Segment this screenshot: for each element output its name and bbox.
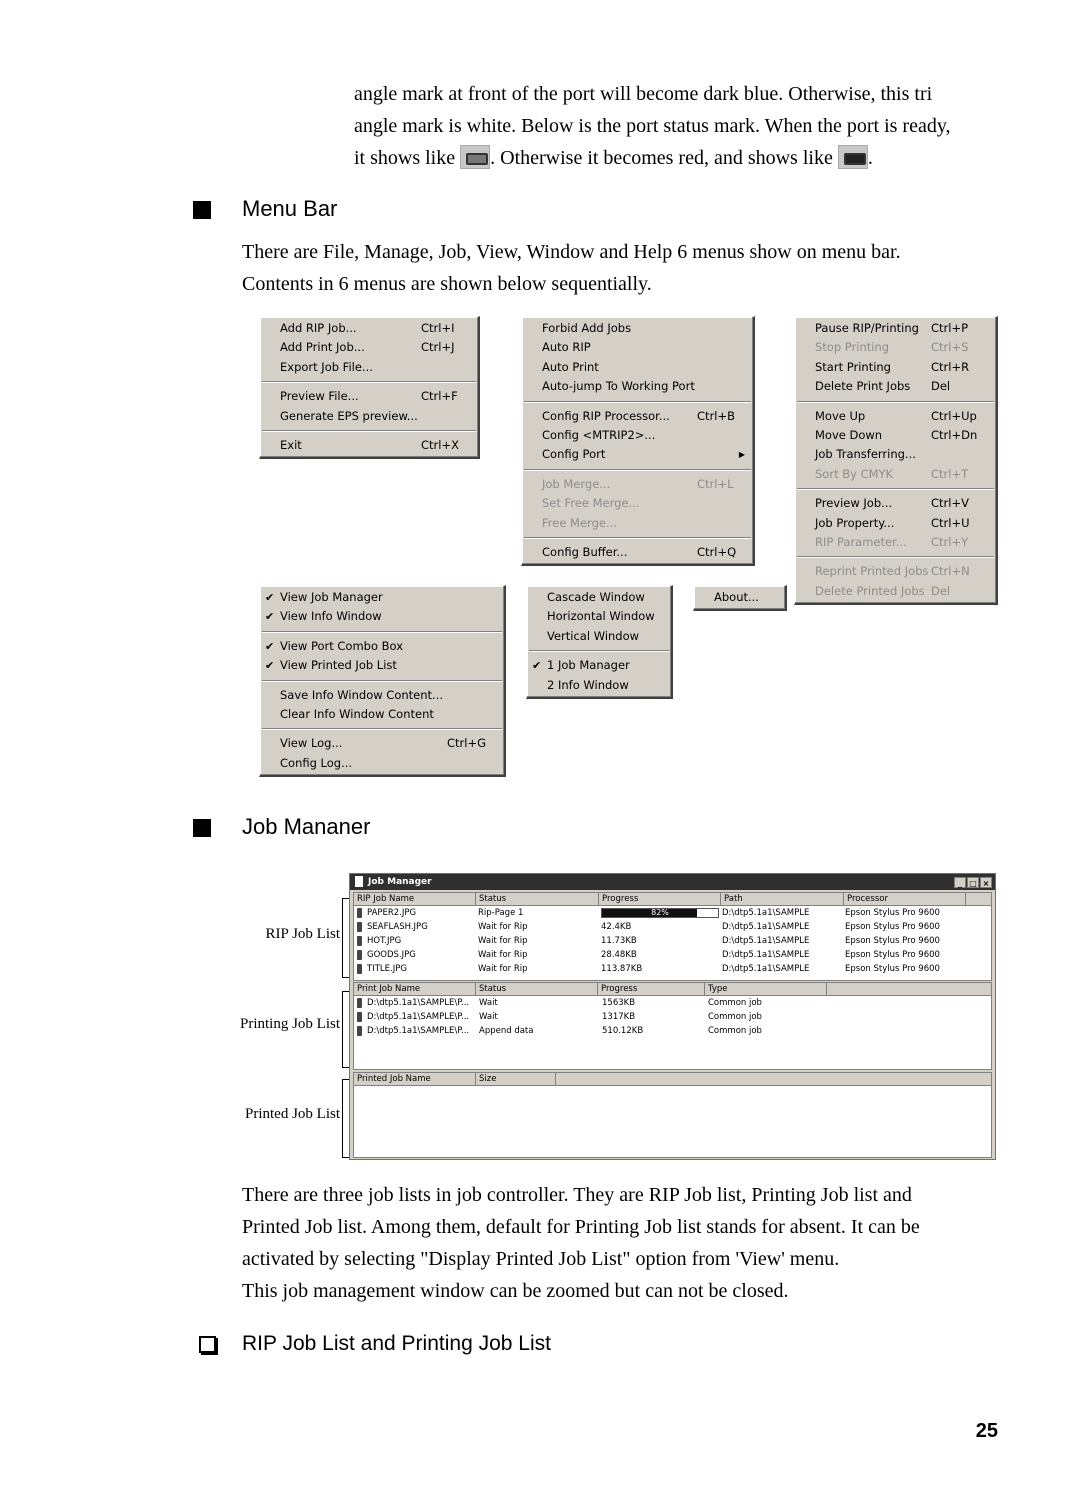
job-manager-titlebar[interactable]: Job Manager _ □ × xyxy=(350,874,995,890)
menu-item-label: Start Printing xyxy=(815,359,891,374)
menu-item-label: Add Print Job... xyxy=(280,340,365,355)
menu-item-label: Auto-jump To Working Port xyxy=(542,379,695,394)
printed-job-list-header xyxy=(354,1073,991,1086)
menu-item-shortcut: Ctrl+N xyxy=(931,564,970,579)
job-menu xyxy=(794,316,998,605)
column-header[interactable]: Printed Job Name xyxy=(354,1073,476,1085)
column-header[interactable]: Size xyxy=(476,1073,556,1085)
window-menu-item[interactable] xyxy=(527,676,671,695)
menu-separator xyxy=(262,381,476,383)
job-menu-item xyxy=(795,533,996,552)
rip-job-row[interactable] xyxy=(354,920,991,934)
intro-line-3: it shows like . Otherwise it becomes red, and shows like . xyxy=(354,147,873,169)
menu-item-shortcut: Ctrl+Y xyxy=(931,534,969,549)
menu-item-label: Sort By CMYK xyxy=(815,466,894,481)
printing-job-list-bracket xyxy=(342,991,349,1068)
printing-job-row[interactable] xyxy=(354,1024,991,1038)
menu-item-label: 1 Job Manager xyxy=(547,658,630,673)
checkmark-icon: ✔ xyxy=(532,659,542,673)
menu-item-label: About... xyxy=(714,590,759,604)
menu-item-shortcut: Ctrl+I xyxy=(421,321,455,335)
progress-percent: 82% xyxy=(651,908,669,917)
menu-item-label: View Job Manager xyxy=(280,590,383,604)
job-type: Common job xyxy=(708,998,762,1008)
job-menu-item[interactable] xyxy=(795,319,996,338)
submenu-arrow-icon: ▶ xyxy=(738,450,745,460)
view-menu-item[interactable] xyxy=(260,607,504,626)
port-error-icon xyxy=(838,145,868,169)
menu-item-label: Job Transferring... xyxy=(815,447,916,462)
menu-item-label: Export Job File... xyxy=(280,359,373,374)
window-menu-item[interactable] xyxy=(527,627,671,646)
menu-separator xyxy=(262,680,502,682)
job-status: Append data xyxy=(479,1026,534,1036)
menu-item-shortcut: Ctrl+S xyxy=(931,340,969,355)
column-header[interactable]: Status xyxy=(476,893,599,905)
window-menu xyxy=(526,585,673,699)
menu-item-label: Delete Printed Jobs xyxy=(815,583,925,598)
menu-item-label: 2 Info Window xyxy=(547,677,629,692)
job-status-icon xyxy=(357,922,362,932)
job-status-icon xyxy=(357,1026,362,1036)
rip-job-row[interactable] xyxy=(354,948,991,962)
file-menu-item[interactable] xyxy=(260,338,478,357)
manage-menu-item[interactable] xyxy=(522,445,753,464)
manage-menu-item xyxy=(522,475,753,494)
job-processor: Epson Stylus Pro 9600 xyxy=(845,922,940,932)
menu-item-shortcut: Ctrl+G xyxy=(447,736,487,751)
job-status-icon xyxy=(357,908,362,918)
progress-bar xyxy=(601,908,719,918)
manage-menu-item[interactable] xyxy=(522,407,753,426)
menu-bar-paragraph: There are File, Manage, Job, View, Window and Help 6 menus show on menu bar. Contents in 6 menus are shown below sequentially. xyxy=(242,241,901,295)
job-progress: 11.73KB xyxy=(601,936,637,946)
column-header[interactable]: Print Job Name xyxy=(354,983,476,995)
job-menu-item[interactable] xyxy=(795,494,996,513)
printed-job-list xyxy=(353,1072,992,1158)
menu-item-shortcut: Ctrl+P xyxy=(931,321,969,335)
menu-separator xyxy=(797,401,994,403)
menu-item-shortcut: Del xyxy=(931,583,951,598)
window-menu-item[interactable] xyxy=(527,607,671,626)
job-processor: Epson Stylus Pro 9600 xyxy=(845,908,940,918)
menu-item-shortcut: Ctrl+L xyxy=(697,476,734,491)
view-menu-item[interactable] xyxy=(260,705,504,724)
job-type: Common job xyxy=(708,1026,762,1036)
job-type: Common job xyxy=(708,1012,762,1022)
menu-item-label: Save Info Window Content... xyxy=(280,687,444,702)
menu-item-label: Stop Printing xyxy=(815,340,890,355)
column-header[interactable]: RIP Job Name xyxy=(354,893,476,905)
job-status: Wait xyxy=(479,1012,498,1022)
checkmark-icon: ✔ xyxy=(265,639,275,653)
menu-item-shortcut: Ctrl+R xyxy=(931,359,970,374)
view-menu-item[interactable] xyxy=(260,754,504,773)
job-path: D:\dtp5.1a1\SAMPLE xyxy=(722,908,810,918)
menu-separator xyxy=(524,401,751,403)
menu-item-shortcut: Ctrl+B xyxy=(697,408,735,423)
menu-separator xyxy=(524,537,751,539)
menu-item-label: Config Port xyxy=(542,447,606,462)
job-status: Wait for Rip xyxy=(478,950,528,960)
job-path: D:\dtp5.1a1\SAMPLE xyxy=(722,964,810,974)
column-header[interactable]: Path xyxy=(721,893,844,905)
intro-paragraph xyxy=(354,78,1004,174)
job-progress: 113.87KB xyxy=(601,964,643,974)
menu-item-shortcut: Ctrl+V xyxy=(931,496,969,511)
intro-line-1: angle mark at front of the port will become dark blue. Otherwise, this tri xyxy=(354,83,933,105)
menu-item-label: Auto RIP xyxy=(542,340,591,355)
printed-job-list-label: Printed Job List xyxy=(244,1106,340,1122)
menu-separator xyxy=(262,728,502,730)
manage-menu-item[interactable] xyxy=(522,338,753,357)
column-header[interactable]: Type xyxy=(705,983,827,995)
menu-item-label: Config <MTRIP2>... xyxy=(542,427,656,442)
menu-item-shortcut: Ctrl+U xyxy=(931,515,970,530)
job-manager-window xyxy=(349,873,996,1160)
job-menu-item xyxy=(795,465,996,484)
menu-item-label: Preview Job... xyxy=(815,496,893,511)
printing-job-list-label: Printing Job List xyxy=(239,1016,340,1032)
window-menu-item[interactable] xyxy=(527,656,671,675)
close-button[interactable]: × xyxy=(980,877,992,888)
file-menu-item[interactable] xyxy=(260,319,478,338)
printing-job-row[interactable] xyxy=(354,996,991,1010)
job-path: D:\dtp5.1a1\SAMPLE xyxy=(722,922,810,932)
column-header[interactable]: Progress xyxy=(599,893,721,905)
menu-item-label: View Info Window xyxy=(280,609,382,624)
job-name: D:\dtp5.1a1\SAMPLE\P... xyxy=(367,998,470,1008)
menu-item-shortcut: Ctrl+J xyxy=(421,340,455,355)
column-header[interactable]: Progress xyxy=(598,983,705,995)
file-menu-item[interactable] xyxy=(260,387,478,406)
job-menu-item[interactable] xyxy=(795,407,996,426)
section-bullet-filled-icon xyxy=(193,201,211,219)
job-processor: Epson Stylus Pro 9600 xyxy=(845,964,940,974)
job-progress: 510.12KB xyxy=(602,1026,644,1036)
menu-item-label: Pause RIP/Printing xyxy=(815,321,919,335)
menu-bar-heading: Menu Bar xyxy=(242,196,338,221)
menu-item-label: Set Free Merge... xyxy=(542,496,640,511)
rip-job-list-bracket xyxy=(342,898,349,978)
help-menu xyxy=(693,585,787,611)
checkmark-icon: ✔ xyxy=(265,591,275,604)
help-menu-item[interactable] xyxy=(694,588,785,607)
printing-job-list-header xyxy=(354,983,991,996)
job-status: Rip-Page 1 xyxy=(478,908,524,918)
menu-item-shortcut: Ctrl+Up xyxy=(931,408,977,423)
rip-job-list-label: RIP Job List xyxy=(265,926,340,942)
file-menu-item[interactable] xyxy=(260,436,478,455)
menu-separator xyxy=(797,488,994,490)
rip-printing-list-heading: RIP Job List and Printing Job List xyxy=(242,1332,551,1355)
section-bullet-filled-icon xyxy=(193,819,211,837)
job-progress: 1317KB xyxy=(602,1012,636,1022)
menu-item-shortcut: Ctrl+T xyxy=(931,466,969,481)
menu-item-label: Move Up xyxy=(815,408,866,423)
printing-job-list xyxy=(353,982,992,1070)
menu-item-shortcut: Del xyxy=(931,379,951,394)
menu-separator xyxy=(262,631,502,633)
file-menu-item[interactable] xyxy=(260,358,478,377)
manage-menu-item xyxy=(522,494,753,513)
job-menu-item[interactable] xyxy=(795,377,996,396)
job-menu-item[interactable] xyxy=(795,514,996,533)
menu-item-label: Horizontal Window xyxy=(547,609,655,624)
rip-job-list-header xyxy=(354,893,991,906)
printed-job-list-bracket xyxy=(342,1079,349,1158)
job-status: Wait xyxy=(479,998,498,1008)
manage-menu-item[interactable] xyxy=(522,358,753,377)
menu-item-label: Free Merge... xyxy=(542,515,617,530)
menu-item-label: Auto Print xyxy=(542,359,599,374)
view-menu-item[interactable] xyxy=(260,686,504,705)
checkmark-icon: ✔ xyxy=(265,659,275,673)
menu-separator xyxy=(262,430,476,432)
view-menu-item[interactable] xyxy=(260,588,504,607)
job-progress: 1563KB xyxy=(602,998,636,1008)
job-status: Wait for Rip xyxy=(478,922,528,932)
menu-item-label: Clear Info Window Content xyxy=(280,706,434,721)
file-menu xyxy=(259,316,480,459)
job-status-icon xyxy=(357,950,362,960)
intro-line-2: angle mark is white. Below is the port status mark. When the port is ready, xyxy=(354,115,951,137)
menu-item-shortcut: Ctrl+Q xyxy=(697,544,737,559)
job-manager-heading: Job Mananer xyxy=(242,814,371,839)
job-status: Wait for Rip xyxy=(478,936,528,946)
rip-job-row[interactable] xyxy=(354,962,991,976)
job-status-icon xyxy=(357,1012,362,1022)
document-icon xyxy=(355,876,363,887)
rip-job-list xyxy=(353,892,992,981)
job-progress: 42.4KB xyxy=(601,922,632,932)
manage-menu-item xyxy=(522,514,753,533)
manage-menu-item[interactable] xyxy=(522,543,753,562)
manage-menu-item[interactable] xyxy=(522,426,753,445)
menu-item-label: Forbid Add Jobs xyxy=(542,321,632,335)
menu-item-label: RIP Parameter... xyxy=(815,534,907,549)
menu-item-label: Preview File... xyxy=(280,389,359,404)
job-progress: 28.48KB xyxy=(601,950,637,960)
checkmark-icon: ✔ xyxy=(265,610,275,624)
maximize-button[interactable]: □ xyxy=(967,877,979,888)
menu-item-label: View Log... xyxy=(280,736,343,751)
window-menu-item[interactable] xyxy=(527,588,671,607)
job-menu-item[interactable] xyxy=(795,426,996,445)
menu-item-shortcut: Ctrl+Dn xyxy=(931,427,978,442)
file-menu-item[interactable] xyxy=(260,407,478,426)
rip-job-row[interactable] xyxy=(354,906,991,920)
port-ready-icon xyxy=(460,145,490,169)
job-processor: Epson Stylus Pro 9600 xyxy=(845,950,940,960)
manage-menu-item[interactable] xyxy=(522,377,753,396)
column-header[interactable]: Status xyxy=(476,983,598,995)
section-bullet-outline-icon xyxy=(199,1336,216,1353)
menu-separator xyxy=(524,469,751,471)
job-name: TITLE.JPG xyxy=(367,964,407,974)
menu-separator xyxy=(797,556,994,558)
job-name: D:\dtp5.1a1\SAMPLE\P... xyxy=(367,1012,470,1022)
job-path: D:\dtp5.1a1\SAMPLE xyxy=(722,936,810,946)
manage-menu xyxy=(521,316,755,566)
menu-item-label: View Port Combo Box xyxy=(280,638,404,653)
view-menu-item[interactable] xyxy=(260,734,504,753)
job-path: D:\dtp5.1a1\SAMPLE xyxy=(722,950,810,960)
rip-job-row[interactable] xyxy=(354,934,991,948)
job-menu-item xyxy=(795,338,996,357)
menu-item-shortcut: Ctrl+X xyxy=(421,437,459,452)
menu-item-label: Job Merge... xyxy=(542,476,611,491)
menu-item-label: Exit xyxy=(280,437,302,452)
job-name: SEAFLASH.JPG xyxy=(367,922,428,932)
job-menu-item[interactable] xyxy=(795,445,996,464)
menu-item-label: Vertical Window xyxy=(547,628,640,643)
menu-separator xyxy=(529,650,669,652)
printing-job-row[interactable] xyxy=(354,1010,991,1024)
job-processor: Epson Stylus Pro 9600 xyxy=(845,936,940,946)
job-name: PAPER2.JPG xyxy=(367,908,417,918)
job-name: D:\dtp5.1a1\SAMPLE\P... xyxy=(367,1026,470,1036)
menu-item-label: Cascade Window xyxy=(547,590,645,604)
job-menu-item xyxy=(795,562,996,581)
view-menu xyxy=(259,585,506,777)
menu-item-label: Config RIP Processor... xyxy=(542,408,670,423)
menu-item-label: Config Buffer... xyxy=(542,544,628,559)
menu-item-shortcut: Ctrl+F xyxy=(421,389,458,404)
menu-item-label: View Printed Job List xyxy=(280,658,397,673)
job-menu-item xyxy=(795,582,996,601)
job-name: HOT.JPG xyxy=(367,936,402,946)
menu-item-label: Move Down xyxy=(815,427,883,442)
menu-item-label: Job Property... xyxy=(815,515,895,530)
job-status-icon xyxy=(357,964,362,974)
job-manager-paragraph: There are three job lists in job controller. They are RIP Job list, Printing Job list and Printed Job list. Among them, default for Printing Job list stands for absent. It can be activated by selecting "Display Printed Job List" option from 'View' menu. This job management window can be zoomed but can not be closed. xyxy=(242,1184,920,1302)
column-header[interactable]: Processor xyxy=(844,893,966,905)
menu-item-label: Config Log... xyxy=(280,755,353,770)
menu-item-label: Reprint Printed Jobs xyxy=(815,564,929,579)
menu-item-label: Delete Print Jobs xyxy=(815,379,911,394)
view-menu-item[interactable] xyxy=(260,656,504,675)
job-status-icon xyxy=(357,998,362,1008)
minimize-button[interactable]: _ xyxy=(954,877,966,888)
job-status: Wait for Rip xyxy=(478,964,528,974)
menu-item-label: Add RIP Job... xyxy=(280,321,357,335)
job-status-icon xyxy=(357,936,362,946)
menu-item-label: Generate EPS preview... xyxy=(280,408,418,423)
page-number: 25 xyxy=(975,1420,998,1442)
job-name: GOODS.JPG xyxy=(367,950,416,960)
view-menu-item[interactable] xyxy=(260,637,504,656)
job-menu-item[interactable] xyxy=(795,358,996,377)
manage-menu-item[interactable] xyxy=(522,319,753,338)
